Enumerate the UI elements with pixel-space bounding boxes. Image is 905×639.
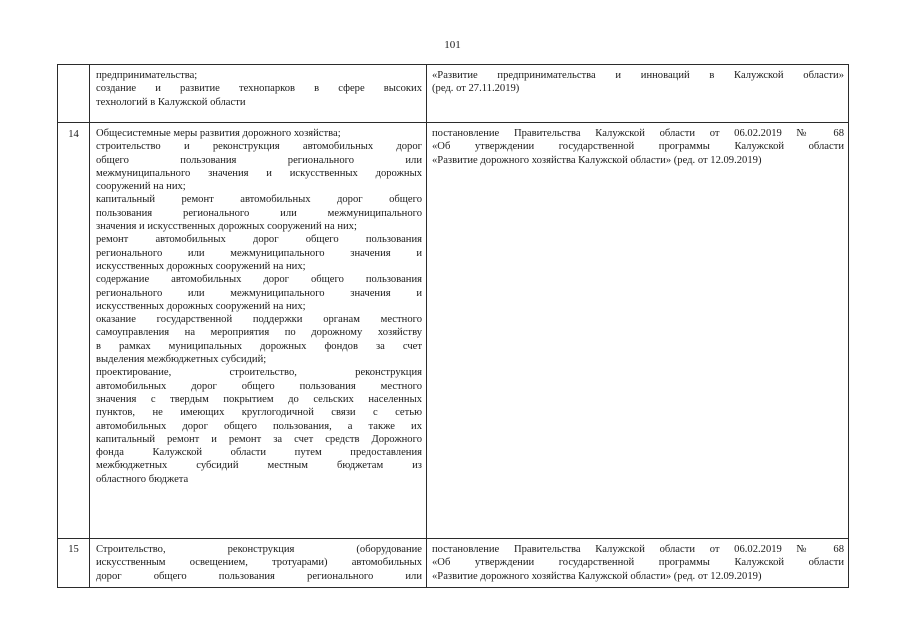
text-line: Общесистемные меры развития дорожного хозяйства;: [96, 128, 341, 139]
text-line: постановление Правительства Калужской области от 06.02.2019 № 68: [432, 544, 844, 555]
text-line: «Об утверждении государственной программы Калужской области: [432, 141, 844, 153]
programs-table: [57, 64, 849, 588]
legal-document-cell: [427, 539, 849, 588]
text-line: «Об утверждении государственной программы Калужской области: [432, 557, 844, 569]
text-line: оказание государственной поддержки органам местного: [96, 314, 422, 326]
text-line: предпринимательства;: [96, 70, 198, 81]
text-line: значения и искусственных дорожных сооружений на них;: [96, 221, 357, 233]
text-line: автомобильных дорог общего пользования, а также их: [96, 420, 422, 432]
legal-document-cell: [427, 65, 849, 123]
text-line: капитальный ремонт автомобильных дорог общего: [96, 194, 422, 206]
text-line: искусственным освещением, тротуарами) автомобильных: [96, 557, 422, 569]
page-number: 101: [444, 39, 461, 51]
activity-cell: [90, 65, 427, 123]
text-line: общего пользования регионального или: [96, 154, 422, 166]
text-line: «Развитие дорожного хозяйства Калужской области» (ред. от 12.09.2019): [432, 154, 762, 166]
text-line: регионального или межмуниципального значения и: [96, 247, 422, 259]
text-line: межбюджетных субсидий местным бюджетам из: [96, 460, 422, 472]
text-line: самоуправления на мероприятия по дорожному хозяйству: [96, 327, 422, 339]
table-row: [58, 539, 849, 588]
legal-document-cell: [427, 123, 849, 539]
text-line: строительство и реконструкция автомобильных дорог: [96, 141, 422, 153]
text-line: фонда Калужской области путем предоставления: [96, 447, 422, 459]
text-line: «Развитие дорожного хозяйства Калужской области» (ред. от 12.09.2019): [432, 570, 762, 582]
row-number: 14: [58, 123, 90, 539]
text-line: сооружений на них;: [96, 181, 186, 193]
text-line: дорог общего пользования регионального или: [96, 570, 422, 582]
text-line: искусственных дорожных сооружений на них;: [96, 300, 306, 312]
text-line: капитальный ремонт и ремонт за счет средств Дорожного: [96, 433, 422, 445]
table-row: [58, 123, 849, 539]
text-line: ремонт автомобильных дорог общего пользования: [96, 234, 422, 246]
text-line: пользования регионального или межмуниципального: [96, 207, 422, 219]
text-line: «Развитие предпринимательства и инноваций в Калужской области»: [432, 70, 844, 81]
text-line: выделения межбюджетных субсидий;: [96, 354, 267, 366]
text-line: технологий в Калужской области: [96, 96, 246, 108]
text-line: Строительство, реконструкция (оборудование: [96, 544, 422, 555]
activity-cell: [90, 123, 427, 539]
table-row: [58, 65, 849, 123]
row-number: 15: [58, 539, 90, 588]
text-line: регионального или межмуниципального значения и: [96, 287, 422, 299]
activity-cell: [90, 539, 427, 588]
text-line: искусственных дорожных сооружений на них;: [96, 260, 306, 272]
row-number: [58, 65, 90, 123]
text-line: проектирование, строительство, реконструкция: [96, 367, 422, 379]
text-line: содержание автомобильных дорог общего пользования: [96, 274, 422, 286]
text-line: (ред. от 27.11.2019): [432, 83, 520, 95]
text-line: значения с твердым покрытием до сельских населенных: [96, 393, 422, 405]
text-line: создание и развитие технопарков в сфере высоких: [96, 83, 422, 95]
text-line: постановление Правительства Калужской области от 06.02.2019 № 68: [432, 128, 844, 139]
text-line: пунктов, не имеющих круглогодичной связи с сетью: [96, 407, 422, 419]
text-line: автомобильных дорог общего пользования местного: [96, 380, 422, 392]
text-line: межмуниципального значения и искусственных дорожных: [96, 167, 422, 179]
text-line: в рамках муниципальных дорожных фондов за счет: [96, 340, 422, 352]
text-line: областного бюджета: [96, 473, 189, 485]
